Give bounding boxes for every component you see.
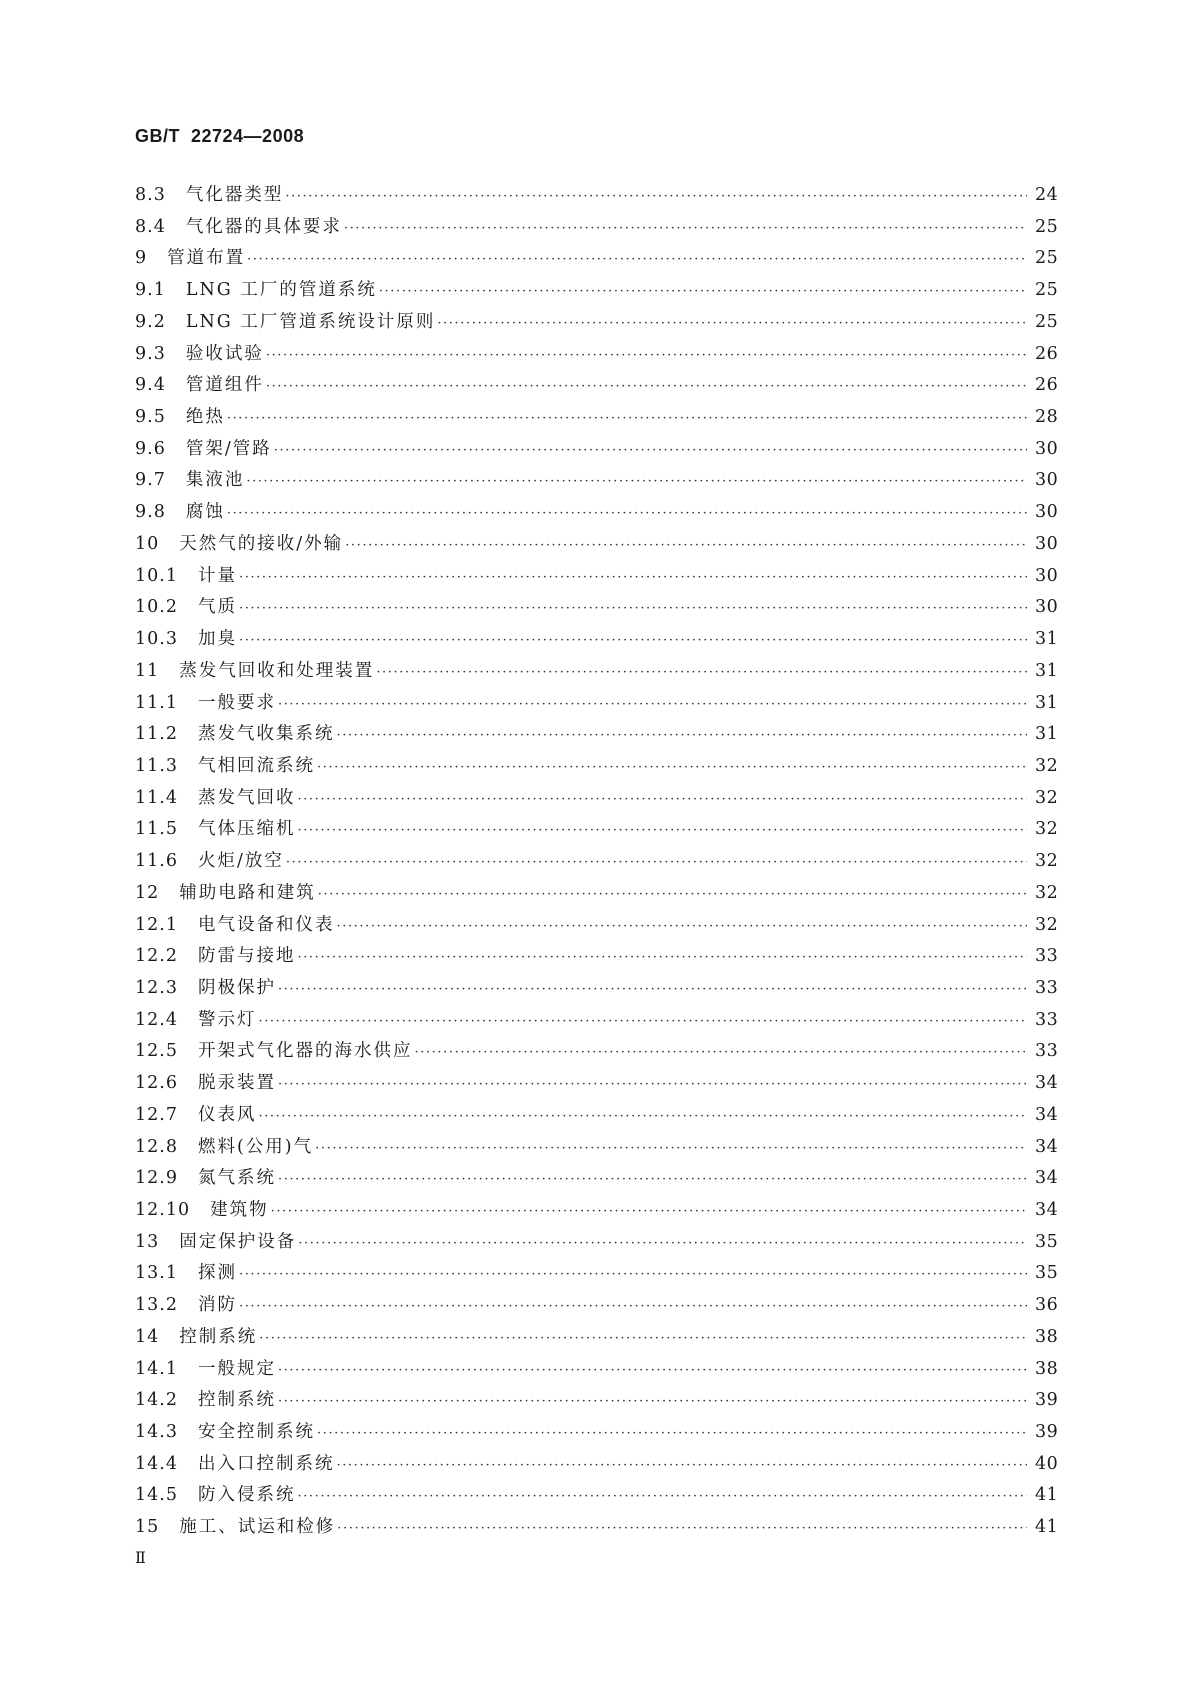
toc-entry-page: 35 [1035,1231,1059,1252]
toc-entry-number: 11.4 [135,787,178,808]
toc-entry-title: 氮气系统 [197,1168,276,1189]
toc-entry-page: 34 [1035,1073,1059,1094]
toc-entry-number: 10.1 [135,565,178,586]
toc-entry-page: 32 [1035,819,1059,840]
toc-entry-page: 25 [1035,248,1059,269]
toc-entry[interactable] [135,879,1057,911]
toc-dot-leader [239,570,1027,585]
toc-entry-title: 电气设备和仪表 [197,914,335,935]
toc-entry-page: 41 [1035,1485,1059,1506]
toc-dot-leader [266,348,1027,363]
toc-entry-number: 14.2 [135,1390,178,1411]
toc-dot-leader [345,538,1027,553]
toc-entry[interactable] [135,1069,1057,1101]
toc-entry[interactable] [135,1450,1057,1482]
toc-entry-number: 12.4 [135,1009,178,1030]
toc-dot-leader [258,1014,1027,1029]
toc-entry-number: 9.2 [135,311,166,332]
toc-entry-title: 加臭 [197,629,237,650]
toc-entry-title: 气质 [197,597,237,618]
toc-entry-number: 10.3 [135,629,178,650]
toc-entry-page: 32 [1035,755,1059,776]
toc-entry[interactable] [135,213,1057,245]
toc-entry-page: 33 [1035,946,1059,967]
toc-entry-title: 脱汞装置 [197,1073,276,1094]
toc-entry-page: 40 [1035,1453,1059,1474]
toc-entry-number: 12.2 [135,946,178,967]
toc-entry[interactable] [135,784,1057,816]
toc-entry[interactable] [135,1101,1057,1133]
toc-entry-title: 仪表风 [197,1104,257,1125]
toc-entry-page: 24 [1035,185,1059,205]
toc-entry-number: 9.8 [135,502,166,523]
toc-entry-page: 38 [1035,1358,1059,1379]
standard-code-header: GB/T 22724—2008 [135,126,305,146]
toc-entry-page: 32 [1035,787,1059,808]
toc-entry-title: 天然气的接收/外输 [179,533,344,554]
toc-entry-page: 26 [1035,375,1059,396]
toc-entry-title: 蒸发气收集系统 [197,724,335,745]
toc-entry-number: 13.1 [135,1263,178,1284]
toc-entry-page: 30 [1035,533,1059,554]
toc-entry-title: 警示灯 [197,1009,257,1030]
toc-entry-number: 9.7 [135,470,166,491]
toc-entry-page: 36 [1035,1295,1059,1316]
toc-entry-title: 气化器的具体要求 [185,216,342,237]
toc-entry-page: 26 [1035,343,1059,364]
toc-entry-title: LNG 工厂的管道系统 [185,280,377,301]
toc-entry-number: 9.3 [135,343,166,364]
toc-entry[interactable] [135,181,1057,213]
toc-entry-number: 14.1 [135,1358,178,1379]
toc-dot-leader [271,1204,1027,1219]
toc-entry[interactable] [135,815,1057,847]
toc-entry-title: 防雷与接地 [197,946,296,967]
toc-dot-leader [414,1045,1027,1060]
toc-entry-page: 33 [1035,1041,1059,1062]
toc-entry-page: 25 [1035,311,1059,332]
toc-dot-leader [278,1363,1027,1378]
toc-entry-number: 9.4 [135,375,166,396]
toc-entry[interactable] [135,689,1057,721]
toc-entry[interactable] [135,1513,1057,1545]
toc-entry-title: 蒸发气回收 [197,787,296,808]
toc-entry-page: 32 [1035,882,1059,903]
toc-entry-page: 34 [1035,1168,1059,1189]
toc-entry-title: 验收试验 [185,343,264,364]
toc-entry[interactable] [135,1323,1057,1355]
toc-entry-number: 13.2 [135,1295,178,1316]
toc-entry[interactable] [135,1164,1057,1196]
toc-entry-title: 防入侵系统 [197,1485,296,1506]
toc-entry-number: 12 [135,882,160,903]
toc-entry[interactable] [135,1228,1057,1260]
toc-entry-page: 25 [1035,216,1059,237]
toc-entry[interactable] [135,1196,1057,1228]
toc-entry-page: 31 [1035,660,1059,681]
toc-entry-number: 10 [135,533,160,554]
toc-entry-page: 38 [1035,1326,1059,1347]
toc-entry-number: 13 [135,1231,160,1252]
toc-entry-number: 9 [135,248,148,269]
toc-entry[interactable] [135,1355,1057,1387]
toc-dot-leader [278,1077,1027,1092]
toc-entry[interactable] [135,847,1057,879]
toc-entry-title: LNG 工厂管道系统设计原则 [185,311,436,332]
toc-entry-number: 12.5 [135,1041,178,1062]
toc-entry[interactable] [135,1481,1057,1513]
toc-entry[interactable] [135,720,1057,752]
toc-entry-title: 管道组件 [185,375,264,396]
toc-entry-number: 11.3 [135,755,178,776]
toc-entry[interactable] [135,371,1057,403]
toc-entry-page: 41 [1035,1517,1059,1538]
toc-entry-number: 11.5 [135,819,178,840]
toc-entry[interactable] [135,403,1057,435]
page-number: Ⅱ [135,1548,145,1567]
toc-entry-number: 9.5 [135,407,166,428]
toc-entry-page: 33 [1035,977,1059,998]
toc-entry-page: 30 [1035,470,1059,491]
toc-entry-title: 气化器类型 [185,185,284,205]
toc-dot-leader [247,252,1027,267]
toc-dot-leader [298,1236,1027,1251]
toc-entry-title: 火炬/放空 [197,851,284,872]
toc-dot-leader [278,1394,1027,1409]
toc-entry-number: 11.1 [135,692,178,713]
toc-dot-leader [297,792,1027,807]
toc-entry-number: 9.6 [135,438,166,459]
toc-dot-leader [227,411,1027,426]
toc-dot-leader [297,950,1027,965]
toc-dot-leader [315,1141,1027,1156]
toc-dot-leader [239,601,1027,616]
toc-entry-number: 8.4 [135,216,166,237]
toc-entry-title: 出入口控制系统 [197,1453,335,1474]
toc-dot-leader [379,284,1027,299]
toc-entry-title: 控制系统 [179,1326,258,1347]
toc-entry-number: 12.3 [135,977,178,998]
toc-entry-page: 34 [1035,1200,1059,1220]
toc-dot-leader [336,919,1027,934]
toc-entry[interactable] [135,435,1057,467]
toc-entry-number: 12.8 [135,1136,178,1157]
toc-entry[interactable] [135,593,1057,625]
toc-entry-number: 14 [135,1326,160,1347]
toc-entry-title: 安全控制系统 [197,1422,315,1443]
toc-dot-leader [317,1426,1027,1441]
toc-dot-leader [344,221,1027,236]
toc-entry[interactable] [135,1037,1057,1069]
toc-entry[interactable] [135,657,1057,689]
table-of-contents [135,181,1057,1545]
toc-entry-number: 12.9 [135,1168,178,1189]
toc-entry-number: 14.3 [135,1422,178,1443]
toc-dot-leader [297,823,1027,838]
toc-entry[interactable] [135,974,1057,1006]
toc-entry-page: 31 [1035,629,1059,650]
toc-dot-leader [285,189,1027,204]
toc-entry-number: 12.7 [135,1104,178,1125]
toc-entry-title: 一般规定 [197,1358,276,1379]
toc-entry[interactable] [135,942,1057,974]
toc-entry-number: 9.1 [135,280,166,301]
toc-dot-leader [437,316,1027,331]
toc-entry-title: 腐蚀 [185,502,225,523]
toc-entry[interactable] [135,1259,1057,1291]
toc-entry-title: 控制系统 [197,1390,276,1411]
toc-entry-page: 30 [1035,502,1059,523]
toc-entry-page: 33 [1035,1009,1059,1030]
toc-entry-page: 34 [1035,1104,1059,1125]
toc-entry-page: 35 [1035,1263,1059,1284]
toc-entry-page: 32 [1035,914,1059,935]
toc-entry[interactable] [135,1006,1057,1038]
toc-entry-page: 31 [1035,692,1059,713]
toc-dot-leader [259,1331,1027,1346]
toc-entry-title: 开架式气化器的海水供应 [197,1041,413,1062]
toc-entry-title: 固定保护设备 [179,1231,297,1252]
toc-entry[interactable] [135,530,1057,562]
toc-entry-number: 11.2 [135,724,178,745]
toc-entry-title: 管架/管路 [185,438,272,459]
toc-entry-number: 8.3 [135,185,166,205]
toc-entry-page: 31 [1035,724,1059,745]
toc-dot-leader [297,1489,1027,1504]
toc-entry-title: 气体压缩机 [197,819,296,840]
toc-entry-page: 39 [1035,1422,1059,1443]
toc-entry[interactable] [135,1386,1057,1418]
toc-entry-number: 14.4 [135,1453,178,1474]
toc-entry-number: 12.6 [135,1073,178,1094]
toc-entry-number: 11.6 [135,851,178,872]
toc-entry-page: 30 [1035,565,1059,586]
toc-entry-title: 辅助电路和建筑 [179,882,316,903]
toc-entry-title: 一般要求 [197,692,276,713]
toc-entry-number: 12.10 [135,1200,191,1220]
toc-entry[interactable] [135,308,1057,340]
toc-entry-title: 燃料(公用)气 [197,1136,314,1157]
toc-entry[interactable] [135,340,1057,372]
toc-dot-leader [227,506,1027,521]
toc-entry-number: 11 [135,660,160,681]
toc-entry-title: 施工、试运和检修 [179,1517,336,1538]
toc-entry-number: 14.5 [135,1485,178,1506]
toc-entry[interactable] [135,1291,1057,1323]
toc-entry-number: 10.2 [135,597,178,618]
toc-dot-leader [317,760,1027,775]
toc-entry[interactable] [135,1133,1057,1165]
toc-entry[interactable] [135,244,1057,276]
toc-dot-leader [376,665,1027,680]
toc-dot-leader [318,887,1027,902]
toc-entry-page: 28 [1035,407,1059,428]
toc-entry[interactable] [135,625,1057,657]
toc-dot-leader [274,443,1027,458]
toc-dot-leader [278,1172,1027,1187]
toc-dot-leader [239,1299,1027,1314]
toc-dot-leader [278,982,1027,997]
toc-dot-leader [239,1267,1027,1282]
toc-entry[interactable] [135,498,1057,530]
toc-entry-page: 39 [1035,1390,1059,1411]
toc-entry[interactable] [135,562,1057,594]
toc-dot-leader [337,1521,1027,1536]
toc-entry[interactable] [135,1418,1057,1450]
toc-entry-page: 25 [1035,280,1059,301]
toc-entry-title: 管道布置 [167,248,246,269]
toc-entry-page: 30 [1035,438,1059,459]
toc-entry-title: 探测 [197,1263,237,1284]
toc-entry-title: 建筑物 [210,1200,269,1220]
toc-dot-leader [336,728,1027,743]
toc-entry[interactable] [135,911,1057,943]
toc-entry-title: 气相回流系统 [197,755,315,776]
toc-entry-title: 阴极保护 [197,977,276,998]
toc-dot-leader [336,1458,1027,1473]
toc-dot-leader [239,633,1027,648]
toc-entry-page: 32 [1035,851,1059,872]
toc-entry[interactable] [135,466,1057,498]
toc-entry-title: 集液池 [185,470,245,491]
toc-entry-title: 计量 [197,565,237,586]
toc-entry-page: 30 [1035,597,1059,618]
toc-dot-leader [258,1109,1027,1124]
toc-entry[interactable] [135,752,1057,784]
toc-dot-leader [278,697,1027,712]
toc-dot-leader [246,474,1027,489]
toc-entry-title: 绝热 [185,407,225,428]
toc-entry[interactable] [135,276,1057,308]
toc-entry-number: 15 [135,1517,160,1538]
toc-entry-number: 12.1 [135,914,178,935]
toc-entry-title: 消防 [197,1295,237,1316]
toc-dot-leader [286,855,1027,870]
toc-dot-leader [266,379,1027,394]
toc-entry-page: 34 [1035,1136,1059,1157]
toc-entry-title: 蒸发气回收和处理装置 [179,660,375,681]
